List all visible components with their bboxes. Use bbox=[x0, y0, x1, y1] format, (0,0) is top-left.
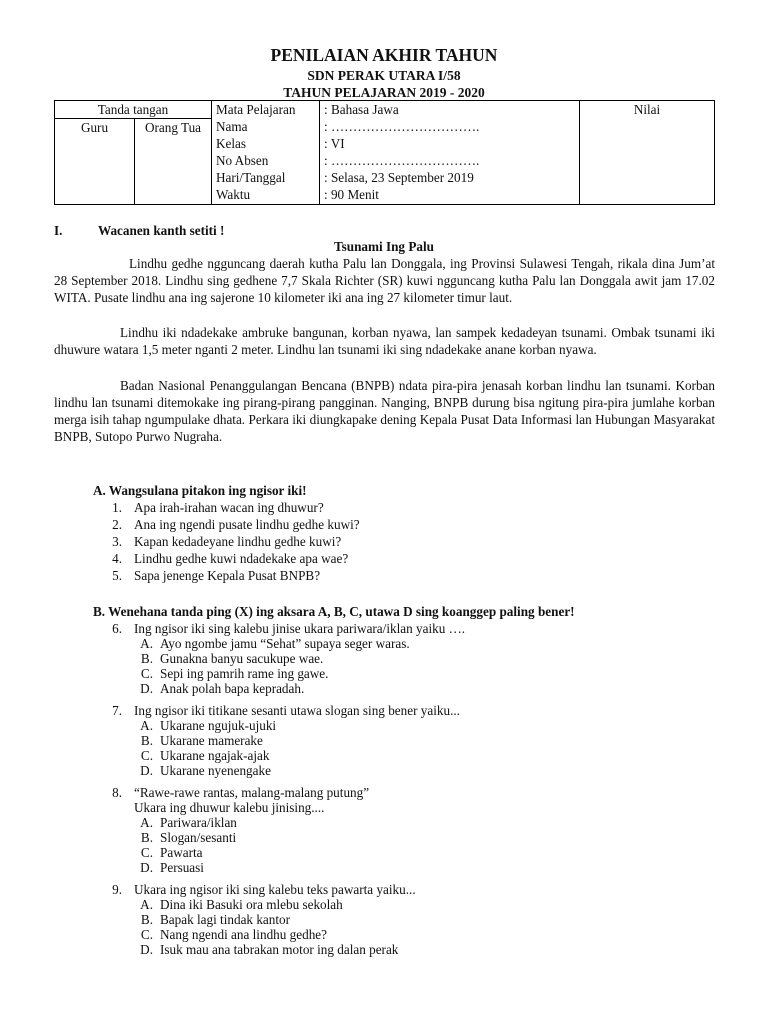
school-year: TAHUN PELAJARAN 2019 - 2020 bbox=[283, 85, 485, 100]
option-text: Persuasi bbox=[160, 860, 204, 875]
option-letter[interactable]: A. bbox=[140, 815, 153, 830]
option-text: Sepi ing pamrih rame ing gawe. bbox=[160, 666, 329, 681]
option-text: Dina iki Basuki ora mlebu sekolah bbox=[160, 897, 343, 912]
field-label: No Absen bbox=[216, 153, 269, 168]
option-letter[interactable]: A. bbox=[140, 636, 153, 651]
option-text: Gunakna banyu sacukupe wae. bbox=[160, 651, 324, 666]
option-letter[interactable]: C. bbox=[140, 748, 153, 763]
question-text: Ana ing ngendi pusate lindhu gedhe kuwi? bbox=[134, 517, 360, 532]
option-text: Ayo ngombe jamu “Sehat” supaya seger waras. bbox=[160, 636, 410, 651]
field-label: Nama bbox=[216, 119, 248, 134]
question-text: “Rawe-rawe rantas, malang-malang putung” bbox=[134, 785, 370, 800]
question-number: 7. bbox=[112, 703, 122, 718]
question-text: Lindhu gedhe kuwi ndadekake apa wae? bbox=[134, 551, 349, 566]
part-a-heading: A. Wangsulana pitakon ing ngisor iki! bbox=[93, 483, 307, 498]
field-value: : VI bbox=[324, 136, 345, 151]
option-text: Nang ngendi ana lindhu gedhe? bbox=[160, 927, 327, 942]
student-info-table bbox=[54, 100, 715, 205]
option-letter[interactable]: B. bbox=[140, 912, 153, 927]
question-number: 6. bbox=[112, 621, 122, 636]
question-text: Ing ngisor iki sing kalebu jinise ukara pariwara/iklan yaiku …. bbox=[134, 621, 466, 636]
question-text: Kapan kedadeyane lindhu gedhe kuwi? bbox=[134, 534, 342, 549]
option-text: Ukarane nyenengake bbox=[160, 763, 271, 778]
field-value: : Bahasa Jawa bbox=[324, 102, 399, 117]
option-letter[interactable]: C. bbox=[140, 927, 153, 942]
question-number: 1. bbox=[112, 500, 122, 515]
question-number: 4. bbox=[112, 551, 122, 566]
field-value: : Selasa, 23 September 2019 bbox=[324, 170, 474, 185]
story-paragraph: Badan Nasional Penanggulangan Bencana (BNPB) ndata pira-pira jenasah korban lindhu lan tsunami. Korban lindhu lan tsunami ditemokake ing pirang-pirang pangginan. Nanging, BNPB durung bisa ngitung pira-pira jumlahe korban merga isih tahap ngumpulake dhata. Perkara iki diungkapake dening Kepala Pusat Data Informasi lan Hubungan Masyarakat BNPB, Sutopo Purwo Nugraha. bbox=[54, 378, 715, 444]
option-letter[interactable]: C. bbox=[140, 666, 153, 681]
question-number: 5. bbox=[112, 568, 122, 583]
option-text: Ukarane ngajak-ajak bbox=[160, 748, 270, 763]
school-name: SDN PERAK UTARA I/58 bbox=[307, 68, 461, 83]
field-value-absen[interactable]: : ……………………………. bbox=[324, 153, 480, 168]
field-labels bbox=[212, 101, 320, 205]
nilai-box: Nilai bbox=[580, 101, 715, 205]
signature-header: Tanda tangan bbox=[55, 101, 212, 119]
question-number: 9. bbox=[112, 882, 122, 897]
guru-signature-cell: Guru bbox=[55, 119, 135, 205]
option-letter[interactable]: B. bbox=[140, 651, 153, 666]
option-letter[interactable]: A. bbox=[140, 718, 153, 733]
option-text: Ukarane ngujuk-ujuki bbox=[160, 718, 277, 733]
option-text: Anak polah bapa kepradah. bbox=[160, 681, 305, 696]
story-paragraph: Lindhu iki ndadekake ambruke bangunan, korban nyawa, lan sampek kedadeyan tsunami. Ombak tsunami iki dhuwure watara 1,5 meter nganti 2 meter. Lindhu lan tsunami iki sing ndadekake anane korban nyawa. bbox=[54, 325, 715, 357]
field-label: Mata Pelajaran bbox=[216, 102, 296, 117]
option-letter[interactable]: C. bbox=[140, 845, 153, 860]
option-letter[interactable]: B. bbox=[140, 830, 153, 845]
option-letter[interactable]: D. bbox=[140, 942, 153, 957]
section-instruction: Wacanen kanth setiti ! bbox=[98, 223, 225, 238]
story-title: Tsunami Ing Palu bbox=[334, 239, 434, 254]
question-number: 3. bbox=[112, 534, 122, 549]
question-text: Sapa jenenge Kepala Pusat BNPB? bbox=[134, 568, 321, 583]
field-label: Kelas bbox=[216, 136, 247, 151]
story-paragraph: Lindhu gedhe ngguncang daerah kutha Palu lan Donggala, ing Provinsi Sulawesi Tengah, rikala dina Jum’at 28 September 2018. Lindhu sing gedhene 7,7 Skala Richter (SR) kuwi ngguncang kutha Palu lan Donggala awit jam 17.02 WITA. Pusate lindhu ana ing sajerone 10 kilometer iki ana ing 27 kilometer timur laut. bbox=[54, 256, 715, 305]
option-text: Pawarta bbox=[160, 845, 203, 860]
option-text: Isuk mau ana tabrakan motor ing dalan perak bbox=[160, 942, 399, 957]
exam-title: PENILAIAN AKHIR TAHUN bbox=[270, 45, 498, 65]
option-text: Slogan/sesanti bbox=[160, 830, 237, 845]
field-label: Waktu bbox=[216, 187, 251, 202]
question-number: 2. bbox=[112, 517, 122, 532]
orangtua-signature-cell: Orang Tua bbox=[135, 119, 212, 205]
section-numeral: I. bbox=[54, 223, 63, 238]
option-letter[interactable]: D. bbox=[140, 860, 153, 875]
option-letter[interactable]: D. bbox=[140, 763, 153, 778]
field-label: Hari/Tanggal bbox=[216, 170, 286, 185]
question-text: Ukara ing dhuwur kalebu jinising.... bbox=[134, 800, 325, 815]
field-values bbox=[320, 101, 580, 205]
field-value: : 90 Menit bbox=[324, 187, 379, 202]
question-text: Apa irah-irahan wacan ing dhuwur? bbox=[134, 500, 324, 515]
option-letter[interactable]: B. bbox=[140, 733, 153, 748]
question-text: Ukara ing ngisor iki sing kalebu teks pawarta yaiku... bbox=[134, 882, 416, 897]
option-text: Pariwara/iklan bbox=[160, 815, 237, 830]
question-text: Ing ngisor iki titikane sesanti utawa slogan sing bener yaiku... bbox=[134, 703, 460, 718]
field-value-name[interactable]: : ……………………………. bbox=[324, 119, 480, 134]
option-text: Ukarane mamerake bbox=[160, 733, 263, 748]
part-b-heading: B. Wenehana tanda ping (X) ing aksara A, B, C, utawa D sing koanggep paling bener! bbox=[93, 604, 575, 619]
question-number: 8. bbox=[112, 785, 122, 800]
option-letter[interactable]: A. bbox=[140, 897, 153, 912]
option-text: Bapak lagi tindak kantor bbox=[160, 912, 291, 927]
option-letter[interactable]: D. bbox=[140, 681, 153, 696]
